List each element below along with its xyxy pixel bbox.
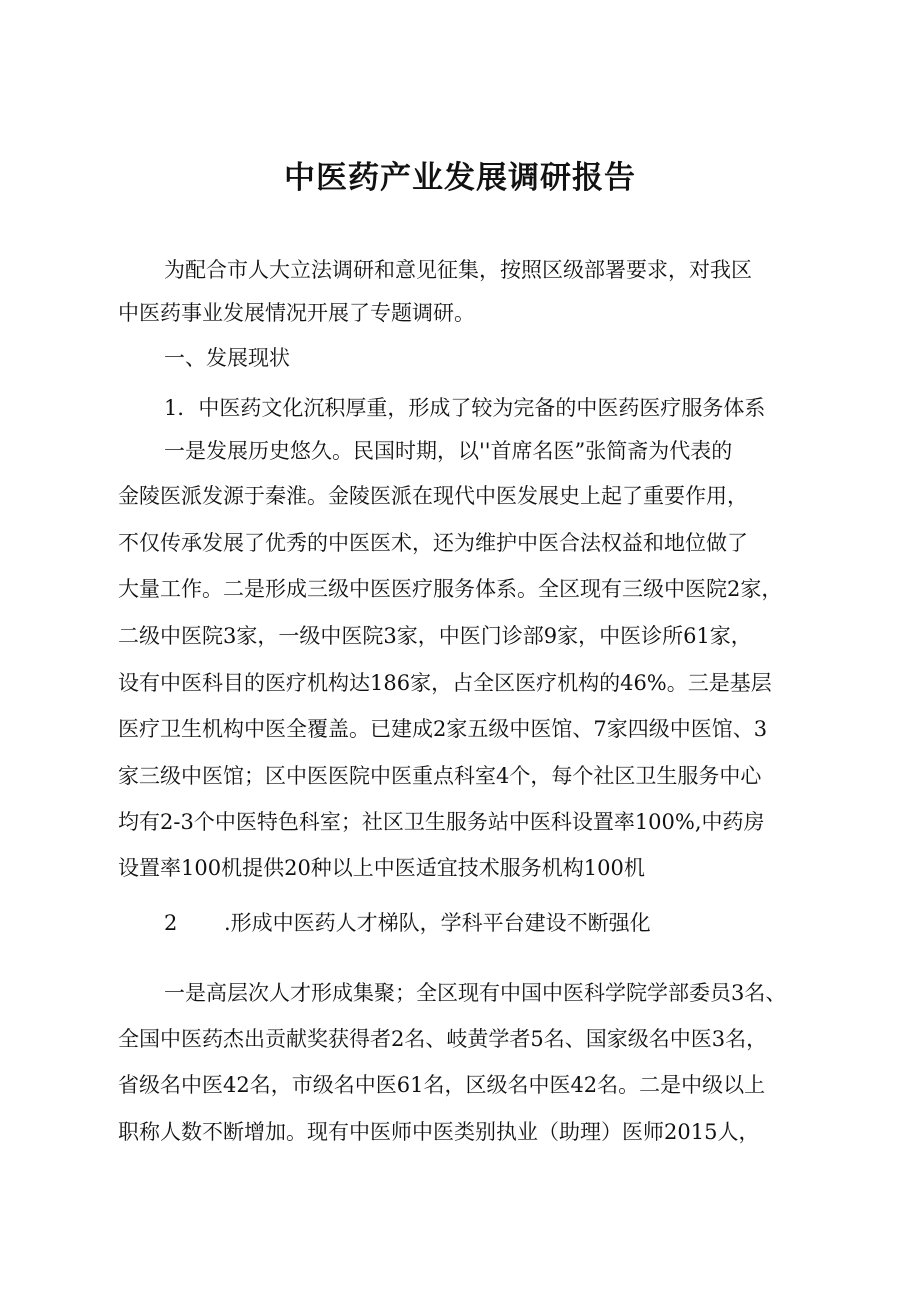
subsection-heading: 1．中医药文化沉积厚重，形成了较为完备的中医药医疗服务体系 (164, 396, 766, 420)
paragraph-line: 中医药事业发展情况开展了专题调研。 (118, 301, 475, 325)
paragraph-line: 全国中医药杰出贡献奖获得者2名、岐黄学者5名、国家级名中医3名， (118, 1027, 768, 1051)
paragraph-line: 省级名中医42名，市级名中医61名，区级名中医42名。二是中级以上 (118, 1073, 766, 1097)
subsection-number: 2 (164, 911, 178, 935)
paragraph-line: 金陵医派发源于秦淮。金陵医派在现代中医发展史上起了重要作用， (118, 484, 748, 508)
paragraph-line: 为配合市人大立法调研和意见征集，按照区级部署要求，对我区 (164, 258, 752, 282)
paragraph-line: 职称人数不断增加。现有中医师中医类别执业（助理）医师2015人， (118, 1120, 760, 1144)
section-heading: 一、发展现状 (164, 346, 290, 370)
paragraph-line: 均有2-3个中医特色科室；社区卫生服务站中医科设置率100%,中药房 (118, 810, 765, 834)
paragraph-line: 一是发展历史悠久。民国时期，以''首席名医”张简斋为代表的 (164, 439, 733, 463)
paragraph-line: 大量工作。二是形成三级中医医疗服务体系。全区现有三级中医院2家， (118, 577, 783, 601)
paragraph-line: 二级中医院3家，一级中医院3家，中医门诊部9家，中医诊所61家， (118, 624, 752, 648)
paragraph-line: 设有中医科目的医疗机构达186家，占全区医疗机构的46%。三是基层 (118, 671, 772, 695)
paragraph-line: 家三级中医馆；区中医医院中医重点科室4个，每个社区卫生服务中心 (118, 764, 762, 788)
paragraph-line: 医疗卫生机构中医全覆盖。已建成2家五级中医馆、7家四级中医馆、3 (118, 717, 768, 741)
paragraph-line: 不仅传承发展了优秀的中医医术，还为维护中医合法权益和地位做了 (118, 531, 748, 555)
subsection-heading: .形成中医药人才梯队，学科平台建设不断强化 (224, 911, 651, 935)
paragraph-line: 一是高层次人才形成集聚；全区现有中国中医科学院学部委员3名、 (164, 981, 787, 1005)
paragraph-line: 设置率100机提供20种以上中医适宜技术服务机构100机 (118, 856, 645, 880)
document-title: 中医药产业发展调研报告 (284, 160, 636, 196)
